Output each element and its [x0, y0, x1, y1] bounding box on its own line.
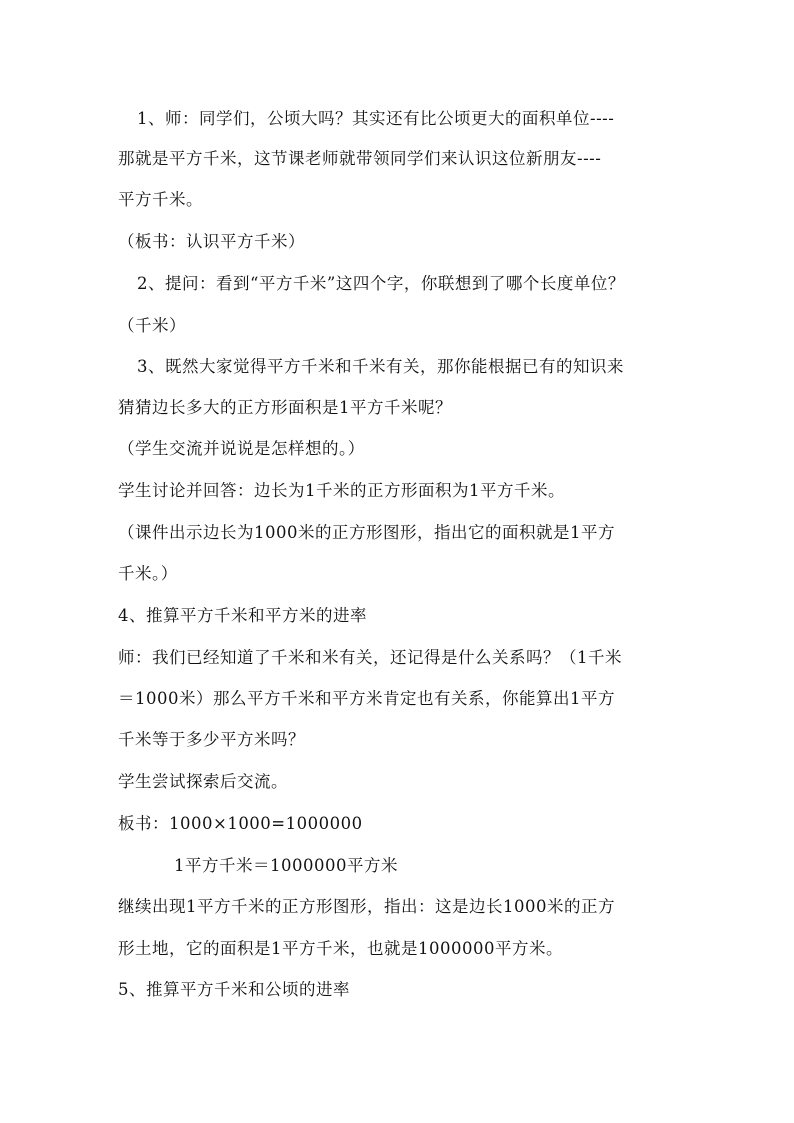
text-line-8: 猜猜边长多大的正方形面积是1平方千米呢？: [118, 398, 452, 417]
text-line-3: 平方千米。: [118, 190, 203, 209]
text-line-11: （课件出示边长为1000米的正方形图形，指出它的面积就是1平方: [118, 523, 615, 542]
text-line-10: 学生讨论并回答：边长为1千米的正方形面积为1平方千米。: [118, 481, 565, 500]
text-line-18: 板书：1000×1000=1000000: [118, 814, 363, 833]
text-line-12: 千米。）: [118, 564, 178, 583]
text-line-17: 学生尝试探索后交流。: [118, 772, 288, 791]
text-line-9: （学生交流并说说是怎样想的。）: [118, 439, 365, 458]
text-line-13: 4、推算平方千米和平方米的进率: [118, 606, 367, 625]
text-line-4: （板书：认识平方千米）: [118, 232, 305, 251]
text-line-1: 1、师：同学们，公顷大吗？其实还有比公顷更大的面积单位----: [137, 109, 615, 128]
text-line-16: 千米等于多少平方米吗？: [118, 730, 305, 749]
text-line-14: 师：我们已经知道了千米和米有关，还记得是什么关系吗？（1千米: [118, 648, 622, 667]
text-line-20: 继续出现1平方千米的正方形图形，指出：这是边长1000米的正方: [118, 897, 615, 916]
text-line-15: ＝1000米）那么平方千米和平方米肯定也有关系，你能算出1平方: [118, 689, 615, 708]
text-line-19: 1平方千米＝1000000平方米: [174, 856, 398, 875]
text-line-2: 那就是平方千米，这节课老师就带领同学们来认识这位新朋友----: [118, 149, 602, 168]
text-line-5: 2、提问：看到“平方千米”这四个字，你联想到了哪个长度单位？: [137, 274, 625, 293]
text-line-7: 3、既然大家觉得平方千米和千米有关，那你能根据已有的知识来: [137, 357, 624, 376]
text-line-6: （千米）: [118, 316, 186, 335]
text-line-22: 5、推算平方千米和公顷的进率: [118, 980, 350, 999]
text-line-21: 形土地，它的面积是1平方千米，也就是1000000平方米。: [118, 939, 563, 958]
